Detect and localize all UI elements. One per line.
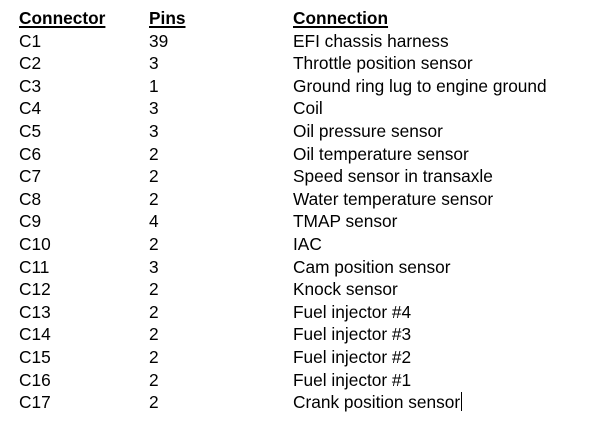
connection-cell: Coil [293, 98, 323, 119]
connection-cell: Ground ring lug to engine ground [293, 75, 547, 96]
table-row [19, 369, 594, 392]
header-pins: Pins [149, 8, 186, 28]
table-row [19, 346, 594, 369]
pins-cell: 2 [149, 188, 159, 209]
text-cursor [461, 392, 462, 411]
connector-cell: C14 [19, 324, 51, 345]
table-row [19, 165, 594, 188]
connection-cell: Water temperature sensor [293, 188, 494, 209]
pins-cell: 2 [149, 301, 159, 322]
table-row [19, 233, 594, 256]
connector-cell: C17 [19, 392, 51, 413]
pins-cell: 4 [149, 211, 159, 232]
pins-cell: 3 [149, 256, 159, 277]
connector-cell: C13 [19, 301, 51, 322]
pins-cell: 2 [149, 279, 159, 300]
connector-cell: C16 [19, 369, 51, 390]
pins-cell: 2 [149, 324, 159, 345]
table-row [19, 75, 594, 98]
table-row [19, 188, 594, 211]
pins-cell: 3 [149, 53, 159, 74]
table-row [19, 143, 594, 166]
pins-cell: 2 [149, 346, 159, 367]
connection-cell: TMAP sensor [293, 211, 398, 232]
pins-cell: 39 [149, 30, 169, 51]
connection-cell: Cam position sensor [293, 256, 451, 277]
pins-cell: 2 [149, 369, 159, 390]
connector-table [19, 7, 594, 414]
connection-cell: Knock sensor [293, 279, 398, 300]
connector-cell: C6 [19, 143, 42, 164]
table-row [19, 30, 594, 53]
table-row [19, 256, 594, 279]
pins-cell: 1 [149, 75, 159, 96]
table-row [19, 278, 594, 301]
connection-cell-with-caret[interactable] [293, 391, 462, 414]
table-row [19, 323, 594, 346]
table-row [19, 391, 594, 414]
connector-cell: C11 [19, 256, 50, 277]
connector-cell: C3 [19, 75, 42, 96]
pins-cell: 2 [149, 143, 159, 164]
table-row [19, 210, 594, 233]
pins-cell: 3 [149, 98, 159, 119]
table-row [19, 120, 594, 143]
header-connection: Connection [293, 8, 389, 28]
table-row [19, 97, 594, 120]
connector-cell: C10 [19, 233, 51, 254]
connection-cell: Fuel injector #4 [293, 301, 412, 322]
connection-cell: Speed sensor in transaxle [293, 166, 493, 187]
connector-cell: C12 [19, 279, 51, 300]
pins-cell: 2 [149, 166, 159, 187]
connection-cell: IAC [293, 233, 322, 254]
connection-cell: Fuel injector #2 [293, 346, 412, 367]
connector-cell: C15 [19, 346, 51, 367]
connection-cell: Throttle position sensor [293, 53, 473, 74]
connection-cell: EFI chassis harness [293, 30, 449, 51]
connection-cell: Fuel injector #3 [293, 324, 412, 345]
connector-cell: C1 [19, 30, 42, 51]
pins-cell: 2 [149, 392, 159, 413]
header-connector: Connector [19, 8, 106, 28]
pins-cell: 3 [149, 120, 159, 141]
connector-cell: C5 [19, 120, 42, 141]
connector-cell: C2 [19, 53, 42, 74]
connection-cell: Oil pressure sensor [293, 120, 443, 141]
connector-cell: C7 [19, 166, 42, 187]
connector-cell: C4 [19, 98, 42, 119]
connection-cell: Fuel injector #1 [293, 369, 412, 390]
pins-cell: 2 [149, 233, 159, 254]
table-row [19, 52, 594, 75]
table-row [19, 301, 594, 324]
connector-cell: C8 [19, 188, 42, 209]
connection-cell: Oil temperature sensor [293, 143, 469, 164]
connector-cell: C9 [19, 211, 42, 232]
connection-text: Crank position sensor [293, 392, 461, 413]
table-header-row [19, 7, 594, 30]
